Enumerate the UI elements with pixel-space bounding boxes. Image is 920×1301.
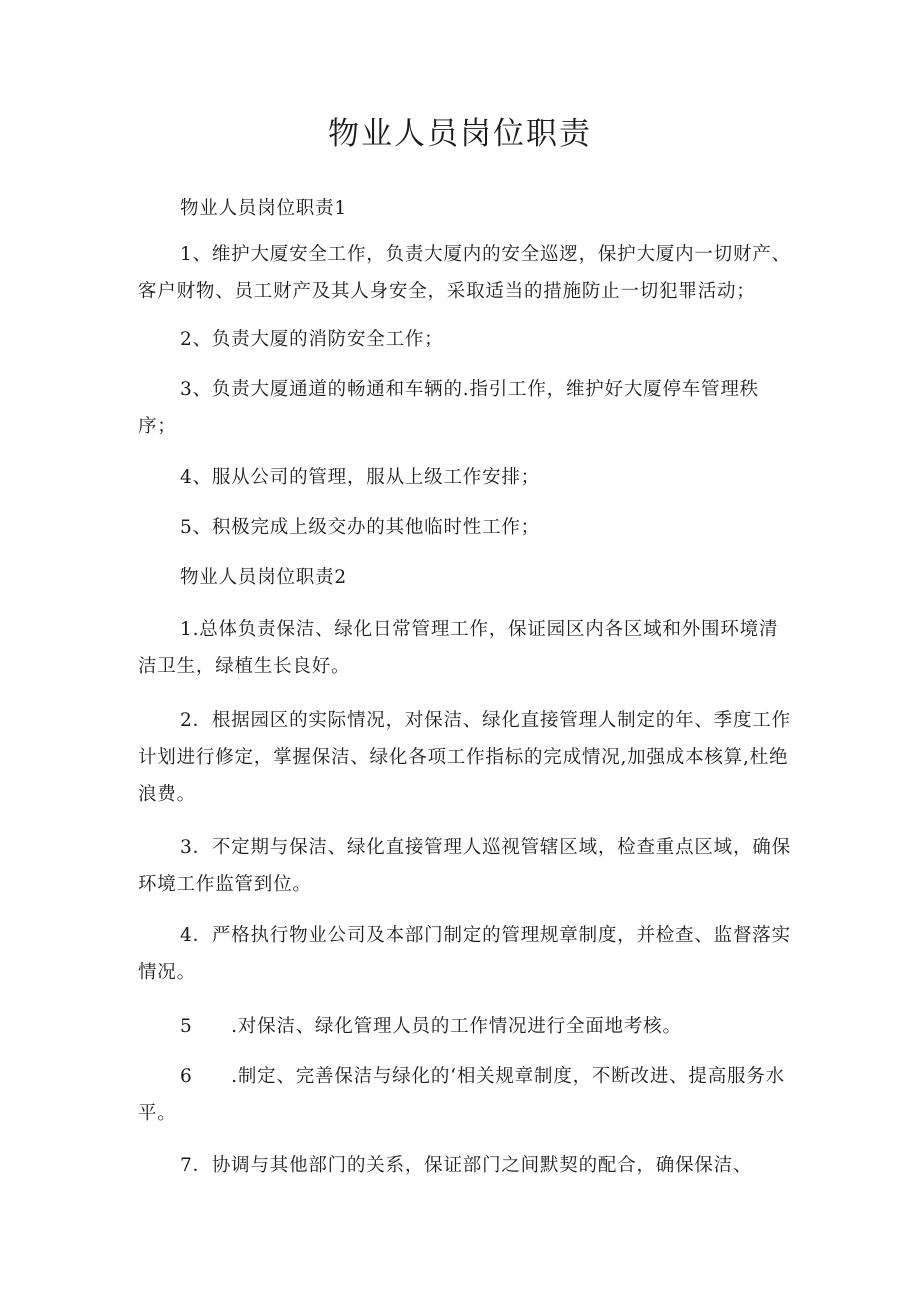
paragraph: 2、负责大厦的消防安全工作； — [180, 329, 444, 350]
section-heading-1: 物业人员岗位职责1 — [180, 198, 347, 219]
paragraph: 3、负责大厦通道的畅通和车辆的.指引工作，维护好大厦停车管理秩序； — [138, 379, 759, 437]
section-heading-2: 物业人员岗位职责2 — [180, 567, 347, 588]
paragraph: 1、维护大厦安全工作，负责大厦内的安全巡逻，保护大厦内一切财产、客户财物、员工财产及其人身安全，采取适当的措施防止一切犯罪活动； — [138, 244, 791, 302]
paragraph: 5、积极完成上级交办的其他临时性工作； — [180, 517, 540, 538]
paragraph: 4．严格执行物业公司及本部门制定的管理规章制度，并检查、监督落实情况。 — [138, 925, 791, 983]
document-title: 物业人员岗位职责 — [328, 116, 592, 152]
paragraph: 2．根据园区的实际情况，对保洁、绿化直接管理人制定的年、季度工作计划进行修定，掌握保洁、绿化各项工作指标的完成情况,加强成本核算,杜绝浪费。 — [138, 710, 791, 805]
paragraph: 5 .对保洁、绿化管理人员的工作情况进行全面地考核。 — [180, 1016, 682, 1037]
paragraph: 1.总体负责保洁、绿化日常管理工作，保证园区内各区域和外围环境清洁卫生，绿植生长良好。 — [138, 619, 779, 677]
paragraph: 7．协调与其他部门的关系，保证部门之间默契的配合，确保保洁、 — [180, 1155, 753, 1176]
paragraph: 3．不定期与保洁、绿化直接管理人巡视管辖区域，检查重点区域，确保环境工作监管到位。 — [138, 837, 791, 895]
paragraph: 6 .制定、完善保洁与绿化的‘相关规章制度，不断改进、提高服务水平。 — [138, 1066, 785, 1124]
paragraph: 4、服从公司的管理，服从上级工作安排； — [180, 467, 540, 488]
